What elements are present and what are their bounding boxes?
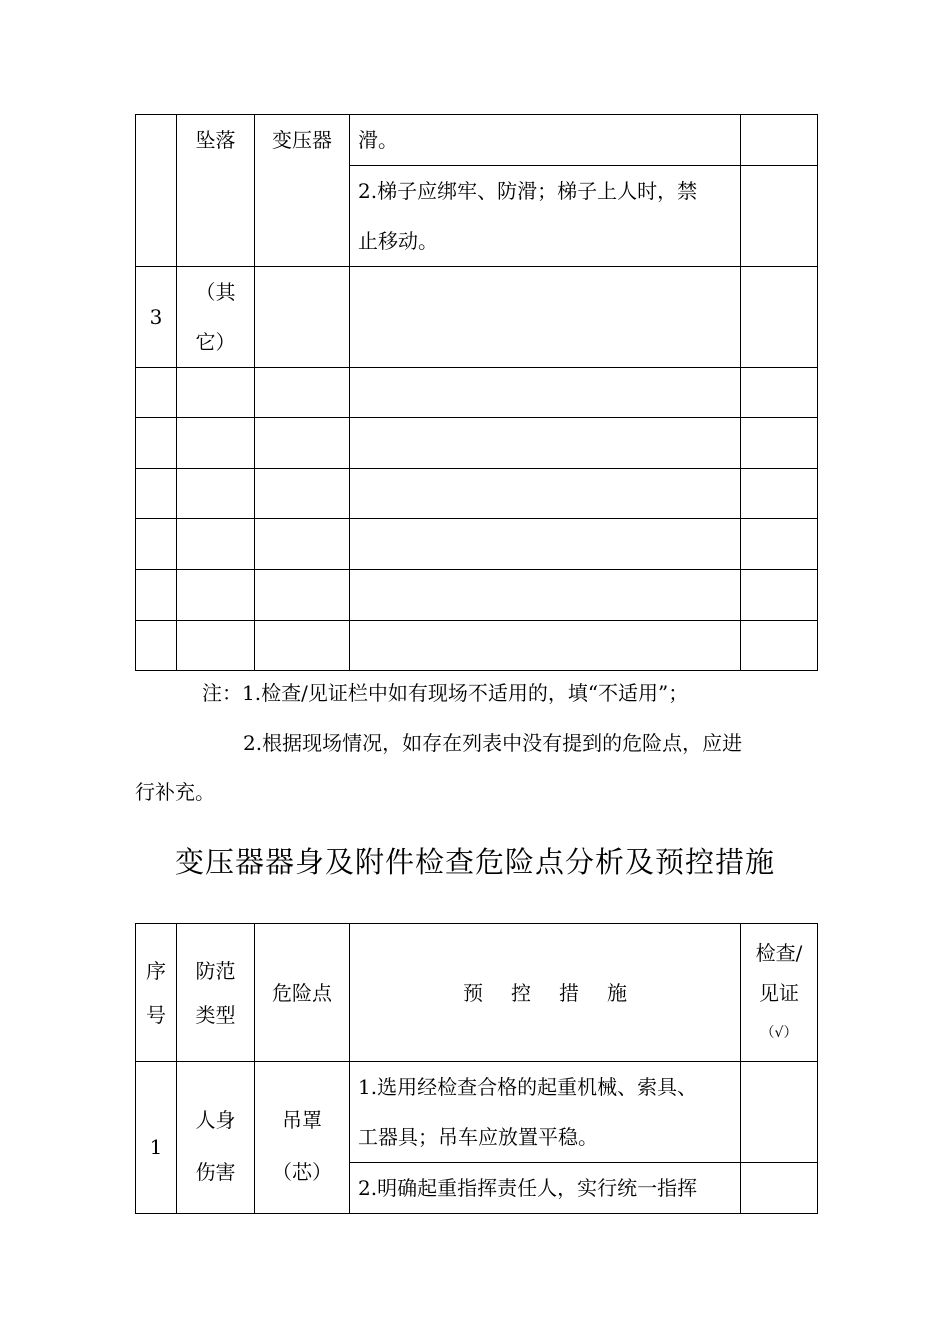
hazard-cell: [255, 267, 350, 368]
hazard-line: 吊罩: [282, 1108, 322, 1132]
measure-line: 止移动。: [358, 229, 438, 253]
header-row: [136, 924, 818, 1062]
measure-line: 2.梯子应绑牢、防滑；梯子上人时，禁: [358, 179, 698, 203]
note-line-1: 注：1.检查/见证栏中如有现场不适用的，填“不适用”；: [202, 681, 689, 705]
empty-row: [136, 469, 818, 519]
empty-row: [136, 418, 818, 469]
header-check: [741, 924, 818, 1062]
category-line: （其: [195, 280, 236, 304]
check-cell: [741, 115, 818, 166]
section-title: 变压器器身及附件检查危险点分析及预控措施: [174, 845, 775, 879]
empty-row: [136, 621, 818, 671]
header-text: 检查/: [755, 940, 803, 965]
check-cell: [741, 1062, 818, 1163]
header-char: 预: [463, 980, 483, 1005]
header-text: 类型: [195, 1002, 236, 1027]
header-char: 控: [511, 980, 531, 1005]
header-char: 措: [559, 980, 579, 1005]
hazard-cell: 变压器: [255, 115, 350, 267]
check-cell: [741, 166, 818, 267]
category-cell: [177, 267, 255, 368]
header-text: （√）: [760, 1024, 798, 1041]
category-line: 人身: [195, 1108, 236, 1132]
category-cell: [177, 1062, 255, 1214]
header-index: [136, 924, 177, 1062]
index-cell: [136, 115, 177, 267]
hazard-cell: [255, 1062, 350, 1214]
empty-row: [136, 368, 818, 418]
index-cell: 3: [136, 267, 177, 368]
hazard-line: （芯）: [272, 1160, 332, 1184]
category-line: 伤害: [195, 1160, 236, 1184]
empty-row: [136, 519, 818, 570]
measure-cell: [350, 1062, 741, 1163]
header-char: 施: [607, 980, 627, 1005]
measure-cell: [350, 267, 741, 368]
header-text: 防范: [195, 958, 236, 983]
hazard-table: [135, 923, 818, 1214]
measure-cell: 2.明确起重指挥责任人，实行统一指挥: [350, 1163, 741, 1214]
measure-line: 工器具；吊车应放置平稳。: [358, 1125, 598, 1149]
measure-line: 1.选用经检查合格的起重机械、索具、: [358, 1075, 698, 1099]
header-text: 见证: [759, 980, 799, 1005]
check-cell: [741, 267, 818, 368]
note-line-3: 行补充。: [135, 780, 215, 804]
header-measures: [350, 924, 741, 1062]
category-cell: 坠落: [177, 115, 255, 267]
index-cell: 1: [136, 1062, 177, 1214]
hazard-table-continued: [135, 114, 818, 671]
note-line-2: 2.根据现场情况，如存在列表中没有提到的危险点，应进: [243, 731, 743, 755]
measure-cell: [350, 166, 741, 267]
header-text: 序: [146, 958, 166, 983]
header-category: [177, 924, 255, 1062]
header-hazard: 危险点: [255, 924, 350, 1062]
check-cell: [741, 1163, 818, 1214]
empty-row: [136, 570, 818, 621]
measure-cell: 滑。: [350, 115, 741, 166]
category-line: 它）: [195, 330, 236, 354]
header-text: 号: [146, 1002, 166, 1027]
